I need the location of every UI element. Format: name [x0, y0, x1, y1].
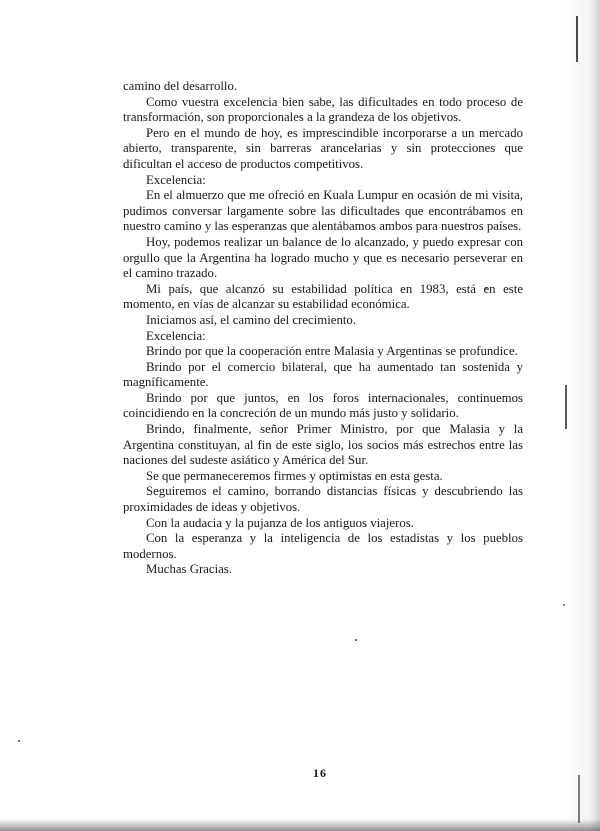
- paragraph: Seguiremos el camino, borrando distancias físicas y descubriendo las proximidades de ideas y objetivos.: [123, 484, 523, 515]
- paragraph: Como vuestra excelencia bien sabe, las dificultades en todo proceso de transformación, son proporcionales a la grandeza de los objetivos.: [123, 94, 523, 125]
- paragraph: Muchas Gracias.: [146, 562, 232, 577]
- paragraph: Se que permaneceremos firmes y optimistas en esta gesta.: [146, 468, 443, 483]
- scan-speck: [18, 740, 20, 742]
- paragraph: Hoy, podemos realizar un balance de lo alcanzado, y puedo expresar con orgullo que la Argentina ha logrado mucho y que es necesario perseverar en el camino trazado.: [123, 234, 523, 281]
- paragraph: Excelencia:: [146, 328, 206, 343]
- paragraph: Iniciamos así, el camino del crecimiento.: [146, 312, 357, 327]
- paragraph: Con la audacia y la pujanza de los antiguos viajeros.: [146, 515, 414, 530]
- page-number: 16: [313, 766, 327, 780]
- margin-mark: [565, 385, 567, 429]
- paragraph: Brindo por que juntos, en los foros internacionales, continuemos coincidiendo en la concreción de un mundo más justo y solidario.: [123, 390, 523, 421]
- scan-speck: [563, 604, 565, 606]
- paragraph: Mi país, que alcanzó su estabilidad política en 1983, está en este momento, en vías de alcanzar su estabilidad económica.: [123, 281, 523, 312]
- paragraph: Con la esperanza y la inteligencia de los estadistas y los pueblos modernos.: [123, 531, 523, 561]
- scan-speck: [355, 639, 357, 641]
- paragraph: Pero en el mundo de hoy, es imprescindible incorporarse a un mercado abierto, transparente, sin barreras arancelarias y sin protecciones que dificultan el acceso de productos competitivos.: [123, 125, 523, 171]
- paragraph: camino del desarrollo.: [123, 79, 238, 93]
- binding-mark-bottom: [578, 775, 580, 823]
- page-bottom-shadow: [0, 819, 600, 831]
- page-edge-shadow: [566, 0, 600, 831]
- paragraph: Brindo por que la cooperación entre Malasia y Argentinas se profundice.: [146, 344, 518, 359]
- binding-mark-top: [576, 16, 578, 62]
- paragraph: Excelencia:: [146, 172, 206, 187]
- body-text: [123, 79, 523, 578]
- paragraph: Brindo por el comercio bilateral, que ha aumentado tan sostenida y magníficamente.: [123, 359, 523, 390]
- paragraph: Brindo, finalmente, señor Primer Ministro, por que Malasia y la Argentina constituyan, al fin de este siglo, los socios más estrechos entre las naciones del sudeste asiático y América del Sur.: [123, 422, 523, 468]
- paragraph: En el almuerzo que me ofreció en Kuala Lumpur en ocasión de mi visita, pudimos conversar largamente sobre las dificultades que encontrábamos en nuestro camino y las esperanzas que alentábamos ambos para nuestros países.: [123, 188, 523, 234]
